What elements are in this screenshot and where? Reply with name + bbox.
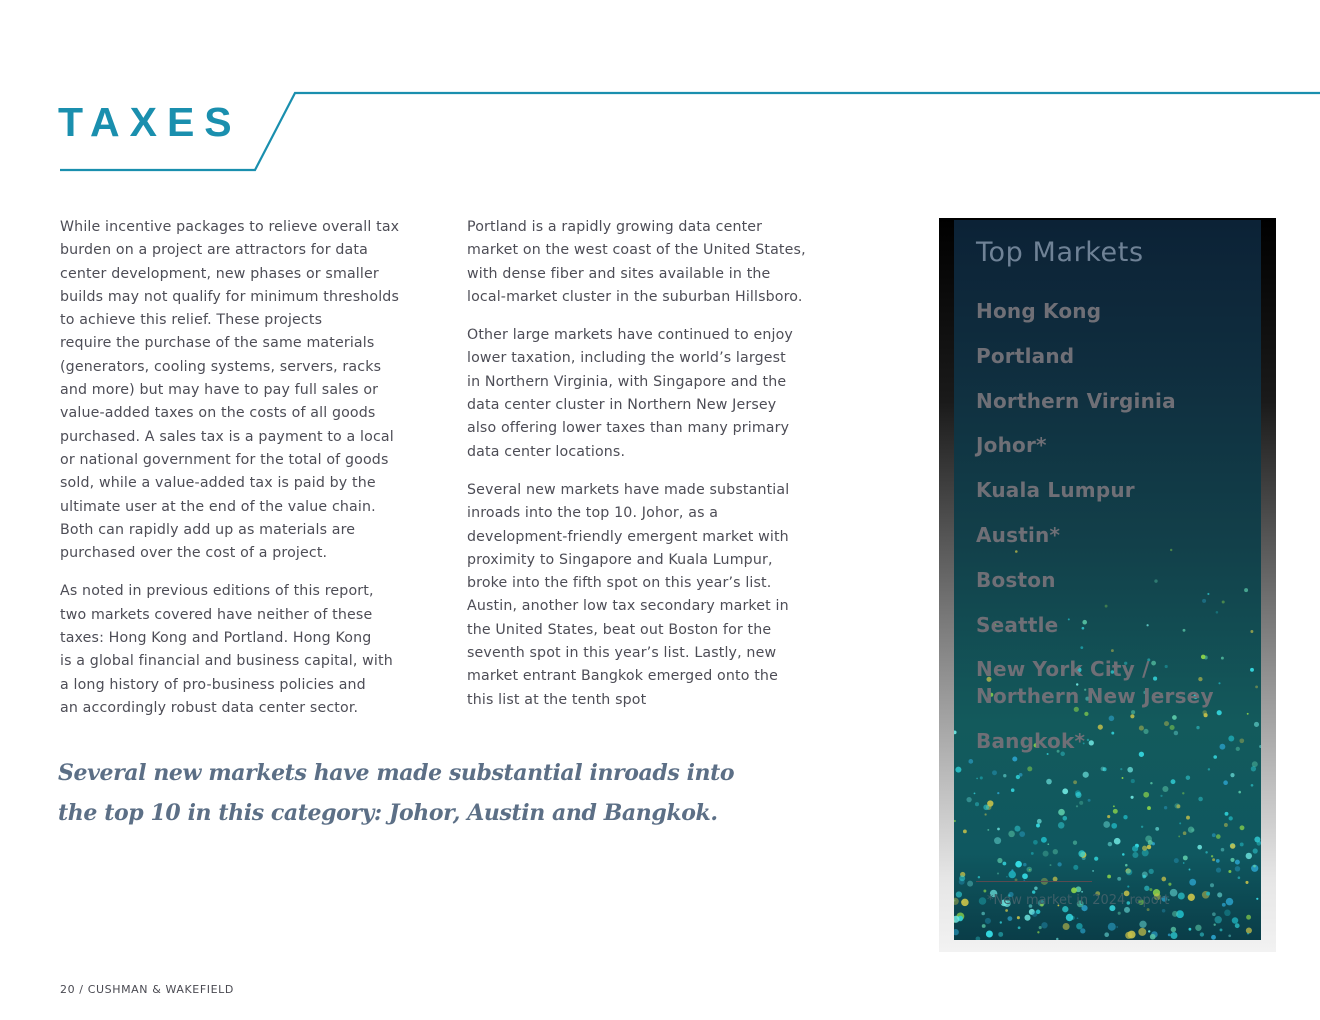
footnote-divider xyxy=(976,881,1092,882)
text-line: two markets covered have neither of these xyxy=(60,606,373,623)
text-line: (generators, cooling systems, servers, racks xyxy=(60,358,382,375)
text-line: market on the west coast of the United States, xyxy=(467,242,806,259)
text-line: data center cluster in Northern New Jersey xyxy=(467,397,777,414)
page-footer: 20 / CUSHMAN & WAKEFIELD xyxy=(60,983,234,996)
market-item: Northern Virginia xyxy=(976,388,1176,413)
text-line: also offering lower taxes than many primary xyxy=(467,420,790,437)
text-line: the United States, beat out Boston for the xyxy=(467,621,772,638)
text-line: proximity to Singapore and Kuala Lumpur, xyxy=(467,551,773,568)
market-item: Bangkok* xyxy=(976,729,1086,754)
text-line: this list at the tenth spot xyxy=(467,691,647,708)
text-line: data center locations. xyxy=(467,443,626,460)
text-line: to achieve this relief. These projects xyxy=(60,312,323,329)
market-item: Seattle xyxy=(976,612,1059,637)
text-line: taxes: Hong Kong and Portland. Hong Kong xyxy=(60,630,372,647)
right-paragraph-3 xyxy=(467,479,862,712)
text-line: Other large markets have continued to enjoy xyxy=(467,327,793,344)
text-line: development-friendly emergent market with xyxy=(467,528,789,545)
market-item: Hong Kong xyxy=(976,299,1102,323)
text-line: and more) but may have to pay full sales or xyxy=(60,382,379,399)
text-line: lower taxation, including the world’s largest xyxy=(467,350,786,367)
text-line: seventh spot in this year’s list. Lastly, new xyxy=(467,645,777,662)
market-item: Boston xyxy=(976,567,1056,592)
right-paragraph-1 xyxy=(467,216,862,309)
market-item: Johor* xyxy=(976,433,1047,458)
text-line: burden on a project are attractors for data xyxy=(60,242,368,259)
text-line: Both can rapidly add up as materials are xyxy=(60,521,356,538)
text-line: inroads into the top 10. Johor, as a xyxy=(467,505,719,522)
text-line: a long history of pro-business policies and xyxy=(60,676,366,693)
right-paragraph-2 xyxy=(467,324,862,464)
text-line: with dense fiber and sites available in the xyxy=(467,265,771,282)
market-item-line: Northern New Jersey xyxy=(976,684,1214,709)
text-line: builds may not qualify for minimum thresholds xyxy=(60,288,399,305)
text-line: Portland is a rapidly growing data center xyxy=(467,219,763,235)
pull-quote xyxy=(58,753,758,833)
text-line: local-market cluster in the suburban Hillsboro. xyxy=(467,288,803,305)
top-markets-panel xyxy=(954,220,1261,940)
text-line: purchased. A sales tax is a payment to a local xyxy=(60,428,394,445)
panel-title: Top Markets xyxy=(976,237,1144,268)
text-line: market entrant Bangkok emerged onto the xyxy=(467,668,778,685)
left-paragraph-2 xyxy=(60,580,452,720)
market-item xyxy=(976,656,1214,710)
market-item: Portland xyxy=(976,343,1075,368)
market-item: Kuala Lumpur xyxy=(976,478,1135,503)
text-line: sold, while a value-added tax is paid by the xyxy=(60,475,376,492)
left-paragraph-1 xyxy=(60,216,452,565)
text-line: ultimate user at the end of the value chain. xyxy=(60,498,376,515)
right-column xyxy=(467,216,862,727)
text-line: an accordingly robust data center sector. xyxy=(60,699,359,716)
market-item-line: New York City / xyxy=(976,657,1150,682)
pull-quote-line: Several new markets have made substantial inroads into xyxy=(58,760,735,786)
left-column xyxy=(60,216,452,735)
market-list xyxy=(976,298,1214,773)
text-line: purchased over the cost of a project. xyxy=(60,545,328,562)
panel-footnote: *New market in 2024 report xyxy=(987,893,1170,908)
market-item: Austin* xyxy=(976,522,1061,547)
text-line: Several new markets have made substantial xyxy=(467,481,790,498)
text-line: center development, new phases or smaller xyxy=(60,265,379,282)
text-line: in Northern Virginia, with Singapore and the xyxy=(467,373,787,390)
text-line: As noted in previous editions of this report, xyxy=(60,583,374,600)
page-title: TAXES xyxy=(58,99,242,145)
text-line: or national government for the total of goods xyxy=(60,451,389,468)
text-line: is a global financial and business capital, with xyxy=(60,653,393,670)
pull-quote-line: the top 10 in this category: Johor, Austin and Bangkok. xyxy=(58,800,718,826)
text-line: While incentive packages to relieve overall tax xyxy=(60,219,400,235)
text-line: Austin, another low tax secondary market in xyxy=(467,598,789,615)
text-line: broke into the fifth spot on this year’s list. xyxy=(467,575,772,592)
text-line: require the purchase of the same materials xyxy=(60,335,375,352)
text-line: value-added taxes on the costs of all goods xyxy=(60,405,376,422)
